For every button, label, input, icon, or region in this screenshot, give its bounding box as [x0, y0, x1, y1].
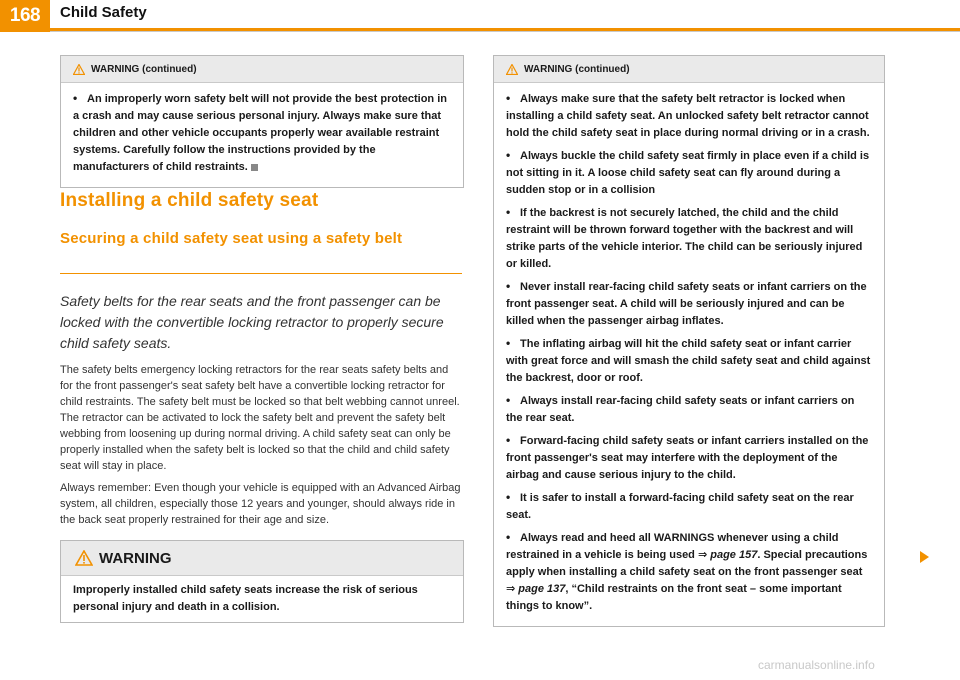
warning-bullet-text: If the backrest is not securely latched, the child and the child restraint will be thrown forward together with the backrest and will strike parts of the vehicle interior. The child can be seriously injured or killed.: [506, 207, 863, 270]
warning-bullet-text: . Special precautions apply when installing a child safety seat on the front passenger seat: [506, 549, 868, 578]
header-rule-thin: [50, 31, 960, 32]
warning-triangle-icon: [75, 550, 93, 566]
warning-bullet: • If the backrest is not securely latched, the child and the child restraint will be thrown forward together with the backrest and will strike parts of the vehicle interior. The child can be seriously injured or killed.: [506, 205, 863, 270]
watermark: carmanualsonline.info: [758, 658, 875, 672]
page-number: 168: [0, 0, 50, 32]
warning-bullet-text: The inflating airbag will hit the child safety seat or infant carrier with great force and will smash the child safety seat and child against the backrest, door or roof.: [506, 338, 871, 384]
page-reference-link[interactable]: ⇒ page 137: [506, 583, 566, 595]
warning-header: [61, 541, 463, 576]
warning-bullet-text: It is safer to install a forward-facing child safety seat on the rear seat.: [506, 492, 854, 521]
warning-box: [60, 540, 464, 623]
warning-bullet: • Forward-facing child safety seats or infant carriers installed on the front passenger's seat may interfere with the deployment of the airbag and cause serious injury to the child.: [506, 433, 869, 481]
warning-header: [61, 56, 463, 83]
warning-bullet: • Always install rear-facing child safety seats or infant carriers on the rear seat.: [506, 393, 855, 424]
body-text: [60, 362, 464, 534]
warning-bullet: • Always make sure that the safety belt retractor is locked when installing a child safety seat. An unlocked safety belt retractor cannot hold the child safety seat in place during normal driving or in a crash.: [506, 91, 870, 139]
paragraph: Always remember: Even though your vehicle is equipped with an Advanced Airbag system, all children, especially those 12 years and younger, should always ride in the back seat properly restrained for their age and size.: [60, 482, 461, 526]
paragraph: The safety belts emergency locking retractors for the rear seats safety belts and for the front passenger's seat safety belt have a convertible locking retractor for child restraints. The safety belt must be locked so that belt webbing cannot unreel. The retractor can be activated to lock the safety belt and prevent the safety belt webbing from loosening up during normal driving. A child safety seat can only be properly installed when the safety belt is locked so that the child and child safety seat will stay in place.: [60, 364, 460, 472]
end-of-section-icon: [251, 164, 258, 171]
warning-bullet-text: Forward-facing child safety seats or infant carriers installed on the front passenger's seat may interfere with the deployment of the airbag and cause serious injury to the child.: [506, 435, 869, 481]
warning-box-continued-left: [60, 55, 464, 188]
warning-heading: WARNING (continued): [524, 63, 630, 75]
warning-triangle-icon: [506, 64, 518, 75]
warning-triangle-icon: [73, 64, 85, 75]
warning-bullet-text: , “Child restraints on the front seat – some important things to know”.: [506, 583, 842, 612]
warning-bullet-text: Always buckle the child safety seat firmly in place even if a child is not sitting in it. A loose child safety seat can fly around during a sudden stop or in a collision: [506, 150, 870, 196]
warning-bullet: • An improperly worn safety belt will not provide the best protection in a crash and may cause serious personal injury. Always make sure that children and other vehicle occupants properly wear available restraint systems. Carefully follow the instructions provided by the manufacturers of child restraints.: [73, 91, 447, 173]
warning-bullet: • It is safer to install a forward-facing child safety seat on the rear seat.: [506, 490, 854, 521]
warning-bullet: • The inflating airbag will hit the child safety seat or infant carrier with great force and will smash the child safety seat and child against the backrest, door or roof.: [506, 336, 871, 384]
warning-text: An improperly worn safety belt will not provide the best protection in a crash and may cause serious personal injury. Always make sure that children and other vehicle occupants properly wear available restraint systems. Carefully follow the instructions provided by the manufacturers of child restraints.: [73, 93, 447, 173]
section-subtitle: Securing a child safety seat using a safety belt: [60, 230, 403, 247]
intro-text: Safety belts for the rear seats and the front passenger can be locked with the convertible locking retractor to properly secure child safety seats.: [60, 293, 444, 351]
warning-text: Improperly installed child safety seats increase the risk of serious personal injury and death in a collision.: [73, 584, 418, 613]
continued-arrow-icon: [920, 551, 929, 563]
warning-heading: WARNING: [99, 549, 172, 567]
warning-header: [494, 56, 884, 83]
page-reference-link[interactable]: ⇒ page 157: [697, 549, 758, 561]
warning-bullet: • Always read and heed all WARNINGS whenever using a child restrained in a vehicle is being used ⇒ page 157. Special precautions apply when installing a child safety seat on the front passenger seat ⇒ page 137, “Child restraints on the front seat – some important things to know”.: [506, 530, 868, 612]
warning-heading: WARNING (continued): [91, 63, 197, 75]
section-title: Installing a child safety seat: [60, 190, 319, 211]
warning-bullet-text: Always read and heed all WARNINGS whenever using a child restrained in a vehicle is being used: [506, 532, 839, 561]
warning-bullet: • Never install rear-facing child safety seats or infant carriers on the front passenger seat. A child will be seriously injured and can be killed when the passenger airbag inflates.: [506, 279, 867, 327]
warning-bullet-text: Never install rear-facing child safety seats or infant carriers on the front passenger seat. A child will be seriously injured and can be killed when the passenger airbag inflates.: [506, 281, 867, 327]
warning-box-continued-right: [493, 55, 885, 627]
warning-bullet: • Always buckle the child safety seat firmly in place even if a child is not sitting in it. A loose child safety seat can fly around during a sudden stop or in a collision: [506, 148, 870, 196]
chapter-title: Child Safety: [60, 4, 147, 21]
warning-bullet-text: Always install rear-facing child safety seats or infant carriers on the rear seat.: [506, 395, 855, 424]
warning-bullet-text: Always make sure that the safety belt retractor is locked when installing a child safety seat. An unlocked safety belt retractor cannot hold the child safety seat in place during normal driving or in a crash.: [506, 93, 870, 139]
subtitle-rule: [60, 273, 462, 274]
